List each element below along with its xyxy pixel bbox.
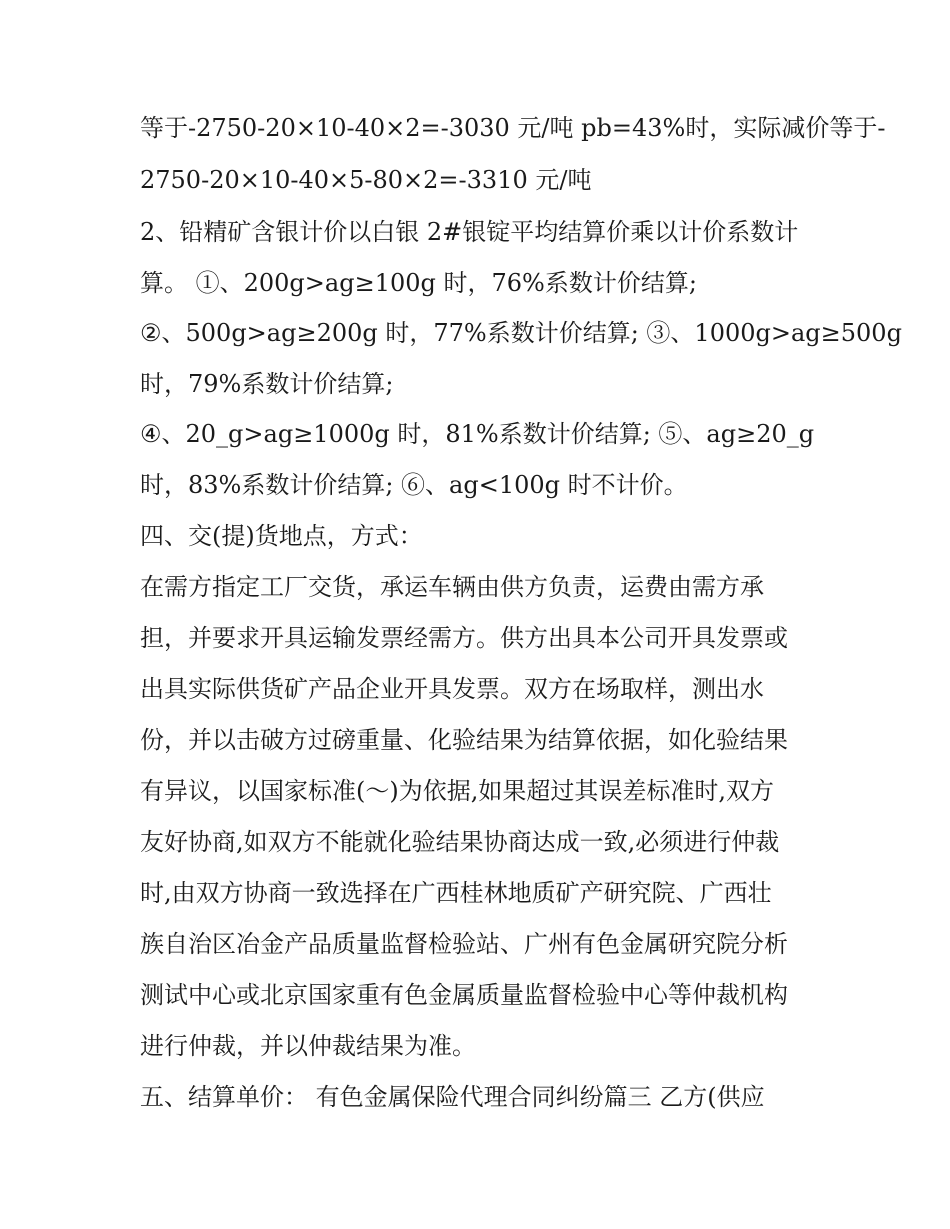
text-line-3: 2、铅精矿含银计价以白银 2#银锭平均结算价乘以计价系数计	[140, 218, 799, 246]
text-line-5: ②、500g>ag≥200g 时，77%系数计价结算; ③、1000g>ag≥500g	[140, 319, 902, 347]
text-line-12: 出具实际供货矿产品企业开具发票。双方在场取样，测出水	[140, 675, 764, 703]
text-line-11: 担，并要求开具运输发票经需方。供方出具本公司开具发票或	[140, 624, 788, 652]
text-line-17: 族自治区冶金产品质量监督检验站、广州有色金属研究院分析	[140, 930, 788, 958]
section-heading-settlement: 五、结算单价： 有色金属保险代理合同纠纷篇三 乙方(供应	[140, 1083, 765, 1111]
text-line-19: 进行仲裁，并以仲裁结果为准。	[140, 1032, 476, 1060]
text-line-4: 算。 ①、200g>ag≥100g 时，76%系数计价结算;	[140, 269, 697, 297]
text-line-10: 在需方指定工厂交货，承运车辆由供方负责，运费由需方承	[140, 573, 764, 601]
text-line-8: 时，83%系数计价结算; ⑥、ag<100g 时不计价。	[140, 471, 688, 499]
text-line-15: 友好协商,如双方不能就化验结果协商达成一致,必须进行仲裁	[140, 828, 780, 856]
text-line-2: 2750-20×10-40×5-80×2=-3310 元/吨	[140, 166, 592, 194]
text-line-14: 有异议，以国家标准(～)为依据,如果超过其误差标准时,双方	[140, 777, 774, 805]
text-line-6: 时，79%系数计价结算;	[140, 370, 394, 398]
text-line-13: 份，并以击破方过磅重量、化验结果为结算依据，如化验结果	[140, 726, 788, 754]
text-line-7: ④、20_g>ag≥1000g 时，81%系数计价结算; ⑤、ag≥20_g	[140, 420, 815, 448]
text-line-18: 测试中心或北京国家重有色金属质量监督检验中心等仲裁机构	[140, 981, 788, 1009]
text-line-1: 等于-2750-20×10-40×2=-3030 元/吨 pb=43%时，实际减价等于-	[140, 114, 886, 142]
text-line-16: 时,由双方协商一致选择在广西桂林地质矿产研究院、广西壮	[140, 879, 772, 907]
section-heading-delivery: 四、交(提)货地点，方式：	[140, 522, 423, 550]
